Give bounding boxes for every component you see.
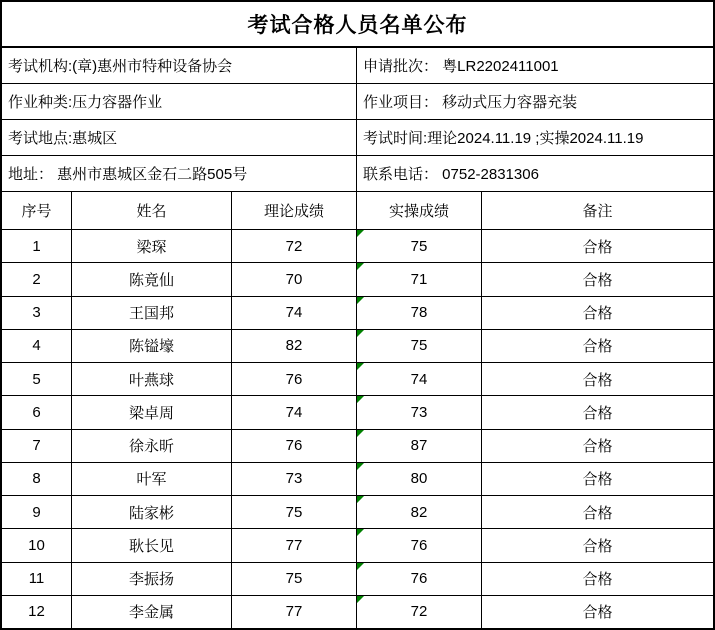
cell-theory-score: 82 — [232, 330, 357, 362]
table-body — [2, 230, 713, 628]
cell-name: 叶燕球 — [72, 363, 232, 395]
cell-name: 徐永昕 — [72, 430, 232, 462]
cell-name: 李金属 — [72, 596, 232, 628]
cell-remark: 合格 — [582, 504, 613, 522]
practical-score-value: 72 — [410, 603, 428, 621]
practical-score-value: 76 — [410, 536, 428, 554]
table-row — [2, 230, 713, 263]
error-indicator-icon — [357, 430, 364, 437]
cell-serial: 12 — [2, 596, 72, 628]
practical-score-value: 71 — [410, 270, 428, 288]
cell-theory-score: 74 — [232, 297, 357, 329]
cell-theory-score: 70 — [232, 263, 357, 295]
cell-serial: 10 — [2, 529, 72, 561]
table-row — [2, 529, 713, 562]
table-row — [2, 463, 713, 496]
cell-serial: 8 — [2, 463, 72, 495]
error-indicator-icon — [357, 396, 364, 403]
cell-remark: 合格 — [582, 238, 613, 256]
info-row-worktype-project — [2, 84, 713, 120]
application-batch: 申请批次： 粤LR2202411001 — [363, 58, 559, 75]
cell-name: 陆家彬 — [72, 496, 232, 528]
cell-remark: 合格 — [582, 338, 613, 356]
table-row — [2, 596, 713, 628]
header-name: 姓名 — [72, 192, 232, 229]
error-indicator-icon — [357, 230, 364, 237]
table-row — [2, 330, 713, 363]
cell-remark: 合格 — [582, 471, 613, 489]
cell-theory-score: 75 — [232, 563, 357, 595]
cell-remark: 合格 — [582, 571, 613, 589]
cell-practical-score — [357, 330, 482, 362]
cell-name: 陈竟仙 — [72, 263, 232, 295]
error-indicator-icon — [357, 463, 364, 470]
error-indicator-icon — [357, 263, 364, 270]
cell-practical-score — [357, 230, 482, 262]
error-indicator-icon — [357, 563, 364, 570]
table-row — [2, 430, 713, 463]
cell-remark: 合格 — [582, 271, 613, 289]
cell-serial: 11 — [2, 563, 72, 595]
error-indicator-icon — [357, 596, 364, 603]
cell-remark: 合格 — [582, 537, 613, 555]
cell-name: 叶军 — [72, 463, 232, 495]
cell-name: 梁卓周 — [72, 396, 232, 428]
info-row-location-time — [2, 120, 713, 156]
practical-score-value: 78 — [410, 304, 428, 322]
exam-time: 考试时间:理论2024.11.19 ;实操2024.11.19 — [363, 130, 644, 147]
cell-theory-score: 76 — [232, 363, 357, 395]
table-row — [2, 396, 713, 429]
practical-score-value: 73 — [410, 403, 428, 421]
cell-practical-score — [357, 563, 482, 595]
header-remark: 备注 — [582, 203, 613, 220]
practical-score-value: 82 — [410, 503, 428, 521]
table-row — [2, 563, 713, 596]
cell-serial: 2 — [2, 263, 72, 295]
page-title: 考试合格人员名单公布 — [2, 2, 713, 48]
cell-serial: 5 — [2, 363, 72, 395]
header-serial: 序号 — [2, 192, 72, 229]
practical-score-value: 74 — [410, 370, 428, 388]
cell-practical-score — [357, 529, 482, 561]
table-row — [2, 496, 713, 529]
table-row — [2, 297, 713, 330]
cell-practical-score — [357, 596, 482, 628]
cell-remark: 合格 — [582, 438, 613, 456]
table-row — [2, 263, 713, 296]
address: 地址： 惠州市惠城区金石二路505号 — [2, 156, 357, 191]
cell-remark: 合格 — [582, 305, 613, 323]
header-theory-score: 理论成绩 — [232, 192, 357, 229]
cell-theory-score: 77 — [232, 529, 357, 561]
cell-name: 耿长见 — [72, 529, 232, 561]
cell-practical-score — [357, 463, 482, 495]
cell-name: 陈镒壕 — [72, 330, 232, 362]
error-indicator-icon — [357, 297, 364, 304]
cell-remark: 合格 — [582, 404, 613, 422]
cell-theory-score: 74 — [232, 396, 357, 428]
practical-score-value: 75 — [410, 337, 428, 355]
header-practical-score: 实操成绩 — [357, 192, 482, 229]
exam-institution: 考试机构:(章)惠州市特种设备协会 — [2, 48, 357, 83]
cell-theory-score: 72 — [232, 230, 357, 262]
cell-remark: 合格 — [582, 371, 613, 389]
cell-serial: 1 — [2, 230, 72, 262]
cell-practical-score — [357, 396, 482, 428]
info-row-address-phone — [2, 156, 713, 192]
cell-remark: 合格 — [582, 604, 613, 622]
cell-practical-score — [357, 363, 482, 395]
cell-serial: 7 — [2, 430, 72, 462]
cell-theory-score: 73 — [232, 463, 357, 495]
table-header-row — [2, 192, 713, 230]
cell-theory-score: 76 — [232, 430, 357, 462]
error-indicator-icon — [357, 363, 364, 370]
table-row — [2, 363, 713, 396]
cell-serial: 4 — [2, 330, 72, 362]
practical-score-value: 75 — [410, 237, 428, 255]
cell-name: 梁琛 — [72, 230, 232, 262]
cell-practical-score — [357, 430, 482, 462]
work-project: 作业项目： 移动式压力容器充装 — [363, 94, 578, 111]
work-type: 作业种类:压力容器作业 — [2, 84, 357, 119]
cell-practical-score — [357, 496, 482, 528]
practical-score-value: 87 — [410, 437, 428, 455]
error-indicator-icon — [357, 496, 364, 503]
info-row-institution-batch — [2, 48, 713, 84]
cell-theory-score: 75 — [232, 496, 357, 528]
cell-serial: 9 — [2, 496, 72, 528]
cell-serial: 6 — [2, 396, 72, 428]
cell-practical-score — [357, 263, 482, 295]
cell-serial: 3 — [2, 297, 72, 329]
exam-location: 考试地点:惠城区 — [2, 120, 357, 155]
cell-name: 李振扬 — [72, 563, 232, 595]
cell-theory-score: 77 — [232, 596, 357, 628]
error-indicator-icon — [357, 330, 364, 337]
error-indicator-icon — [357, 529, 364, 536]
cell-practical-score — [357, 297, 482, 329]
practical-score-value: 80 — [410, 470, 428, 488]
contact-phone: 联系电话： 0752-2831306 — [363, 166, 539, 183]
practical-score-value: 76 — [410, 570, 428, 588]
cell-name: 王国邦 — [72, 297, 232, 329]
